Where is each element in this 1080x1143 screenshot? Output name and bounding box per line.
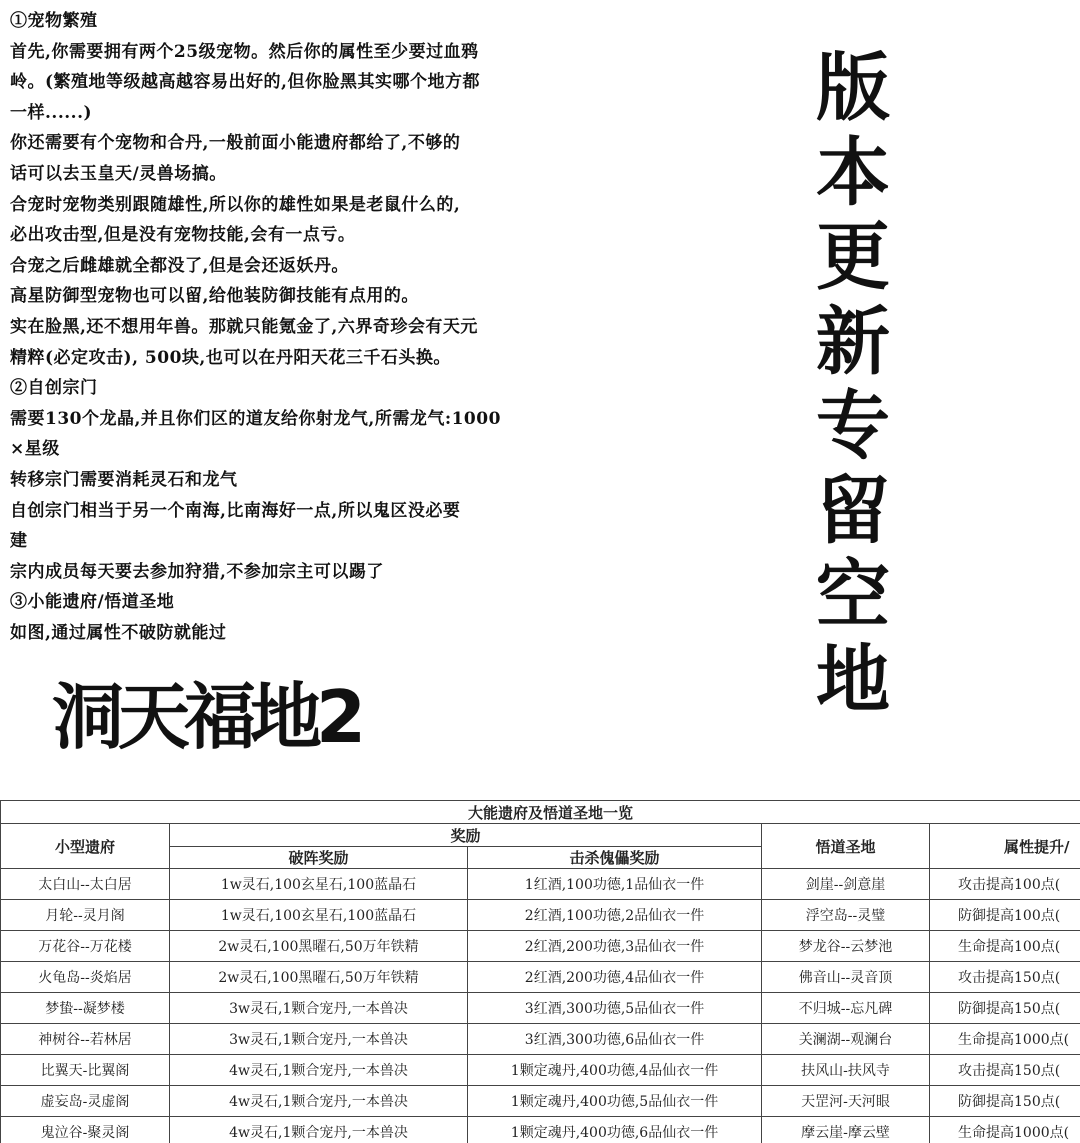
guide-line: 你还需要有个宠物和合丹,一般前面小能遗府都给了,不够的 [10,133,461,154]
header-kill-reward: 击杀傀儡奖励 [468,847,762,869]
cell-kill-reward: 1颗定魂丹,400功德,6品仙衣一件 [468,1117,762,1143]
cell-kill-reward: 2红酒,100功德,2品仙衣一件 [468,900,762,931]
cell-sacred-land: 浮空岛--灵璧 [762,900,930,931]
table-row [1,993,1080,1024]
cell-formation-reward: 1w灵石,100玄星石,100蓝晶石 [170,869,468,900]
banner-char: 留 [816,467,890,554]
guide-line: 需要130个龙晶,并且你们区的道友给你射龙气,所需龙气:1000 [10,408,501,429]
header-small-residence: 小型遗府 [1,824,170,869]
cell-residence: 太白山--太白居 [1,869,170,900]
table-row [1,1024,1080,1055]
table-row [1,1117,1080,1143]
guide-line: 合宠之后雌雄就全都没了,但是会还返妖丹。 [10,255,349,276]
guide-line: 转移宗门需要消耗灵石和龙气 [10,469,238,490]
cell-residence: 神树谷--若林居 [1,1024,170,1055]
cell-attr-boost: 防御提高150点( [930,993,1080,1024]
cell-sacred-land: 关澜湖--观澜台 [762,1024,930,1055]
cell-kill-reward: 1红酒,100功德,1品仙衣一件 [468,869,762,900]
residence-table-container [0,800,1080,1143]
guide-line: 岭。(繁殖地等级越高越容易出好的,但你脸黑其实哪个地方都 [10,72,480,93]
banner-char: 专 [816,383,890,469]
cell-residence: 月轮--灵月阁 [1,900,170,931]
cell-residence: 鬼泣谷-聚灵阁 [1,1117,170,1143]
table-row [1,931,1080,962]
guide-line: 话可以去玉皇天/灵兽场搞。 [10,163,227,184]
cell-attr-boost: 生命提高1000点( [930,1117,1080,1143]
cell-formation-reward: 1w灵石,100玄星石,100蓝晶石 [170,900,468,931]
guide-line: ③小能遗府/悟道圣地 [10,592,175,613]
guide-line: 合宠时宠物类别跟随雄性,所以你的雄性如果是老鼠什么的, [10,194,461,215]
header-formation-reward: 破阵奖励 [170,847,468,869]
table-row [1,869,1080,900]
cell-residence: 梦蛰--凝梦楼 [1,993,170,1024]
cell-formation-reward: 3w灵石,1颗合宠丹,一本兽决 [170,1024,468,1055]
guide-line: 精粹(必定攻击), 500块,也可以在丹阳天花三千石头换。 [10,347,451,368]
banner-char: 新 [816,298,890,385]
header-attr-boost: 属性提升/ [930,824,1080,869]
cell-formation-reward: 4w灵石,1颗合宠丹,一本兽决 [170,1117,468,1143]
cell-kill-reward: 1颗定魂丹,400功德,5品仙衣一件 [468,1086,762,1117]
header-sacred-land: 悟道圣地 [762,824,930,869]
guide-line: 建 [10,531,28,552]
cell-sacred-land: 梦龙谷--云梦池 [762,931,930,962]
cell-formation-reward: 4w灵石,1颗合宠丹,一本兽决 [170,1086,468,1117]
cell-kill-reward: 2红酒,200功德,4品仙衣一件 [468,962,762,993]
guide-line: 一样......) [10,102,93,123]
banner-char: 更 [816,214,890,300]
cell-sacred-land: 天罡河-天河眼 [762,1086,930,1117]
table-row [1,962,1080,993]
vertical-banner [808,46,898,722]
residence-table [0,800,1080,1143]
cell-attr-boost: 攻击提高100点( [930,869,1080,900]
cell-kill-reward: 2红酒,200功德,3品仙衣一件 [468,931,762,962]
cell-formation-reward: 2w灵石,100黑曜石,50万年铁精 [170,931,468,962]
banner-char: 版 [816,45,890,131]
guide-line: ×星级 [10,439,60,460]
guide-text [10,6,570,648]
banner-char: 地 [816,636,890,723]
big-title: 洞天福地2 [52,675,361,759]
cell-formation-reward: 3w灵石,1颗合宠丹,一本兽决 [170,993,468,1024]
table-row [1,1086,1080,1117]
cell-kill-reward: 1颗定魂丹,400功德,4品仙衣一件 [468,1055,762,1086]
cell-sacred-land: 佛音山--灵音顶 [762,962,930,993]
guide-line: 宗内成员每天要去参加狩猎,不参加宗主可以踢了 [10,561,384,582]
cell-residence: 火龟岛--炎焰居 [1,962,170,993]
cell-residence: 虚妄岛-灵虚阁 [1,1086,170,1117]
cell-formation-reward: 4w灵石,1颗合宠丹,一本兽决 [170,1055,468,1086]
cell-formation-reward: 2w灵石,100黑曜石,50万年铁精 [170,962,468,993]
guide-line: 实在脸黑,还不想用年兽。那就只能氪金了,六界奇珍会有天元 [10,316,478,337]
cell-attr-boost: 攻击提高150点( [930,962,1080,993]
guide-line: 高星防御型宠物也可以留,给他装防御技能有点用的。 [10,286,419,307]
cell-sacred-land: 不归城--忘凡碑 [762,993,930,1024]
guide-line: 必出攻击型,但是没有宠物技能,会有一点亏。 [10,225,356,246]
table-row [1,900,1080,931]
cell-residence: 万花谷--万花楼 [1,931,170,962]
cell-attr-boost: 防御提高100点( [930,900,1080,931]
cell-residence: 比翼天-比翼阁 [1,1055,170,1086]
banner-char: 本 [816,129,890,216]
cell-kill-reward: 3红酒,300功德,5品仙衣一件 [468,993,762,1024]
cell-sacred-land: 摩云崖-摩云壁 [762,1117,930,1143]
cell-sacred-land: 扶风山-扶风寺 [762,1055,930,1086]
guide-line: ②自创宗门 [10,378,98,399]
cell-attr-boost: 生命提高100点( [930,931,1080,962]
table-caption: 大能遗府及悟道圣地一览 [1,801,1080,824]
guide-line: 自创宗门相当于另一个南海,比南海好一点,所以鬼区没必要 [10,500,461,521]
guide-line: ①宠物繁殖 [10,11,98,31]
guide-line: 如图,通过属性不破防就能过 [10,622,227,643]
cell-attr-boost: 生命提高1000点( [930,1024,1080,1055]
header-reward: 奖励 [170,824,762,847]
table-row [1,1055,1080,1086]
cell-sacred-land: 剑崖--剑意崖 [762,869,930,900]
cell-attr-boost: 攻击提高150点( [930,1055,1080,1086]
cell-kill-reward: 3红酒,300功德,6品仙衣一件 [468,1024,762,1055]
banner-char: 空 [816,552,890,638]
guide-line: 首先,你需要拥有两个25级宠物。然后你的属性至少要过血鸦 [10,41,479,62]
cell-attr-boost: 防御提高150点( [930,1086,1080,1117]
